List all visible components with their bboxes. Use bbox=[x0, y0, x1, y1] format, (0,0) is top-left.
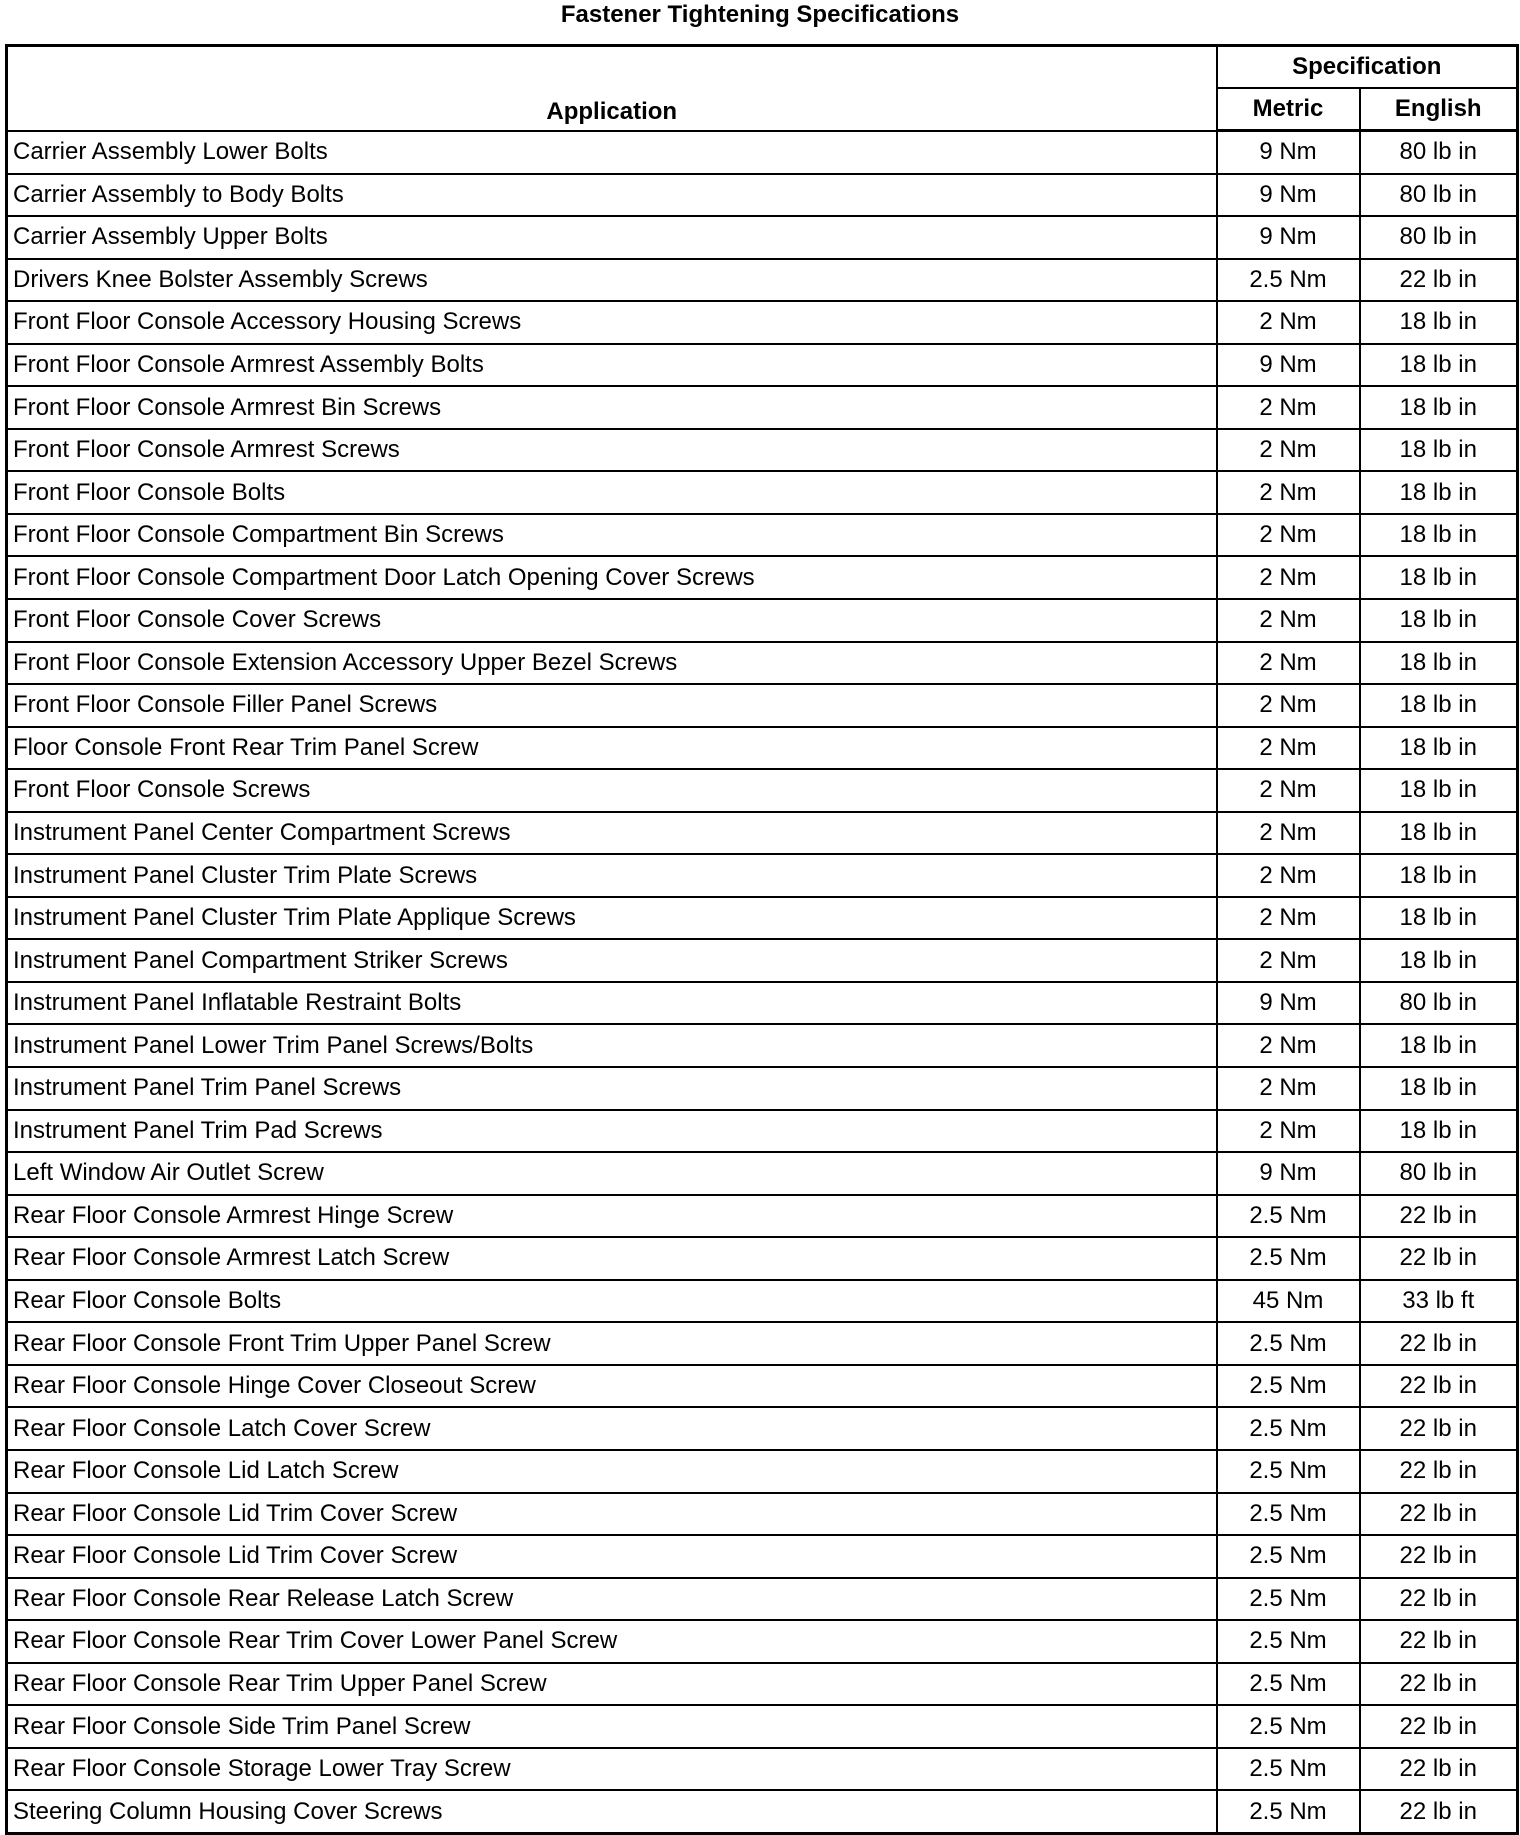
cell-application: Rear Floor Console Rear Trim Cover Lower Panel Screw bbox=[7, 1620, 1217, 1663]
cell-application: Front Floor Console Armrest Assembly Bolts bbox=[7, 344, 1217, 387]
cell-metric: 9 Nm bbox=[1217, 982, 1360, 1025]
cell-metric: 2.5 Nm bbox=[1217, 1748, 1360, 1791]
table-row bbox=[7, 429, 1518, 472]
cell-metric: 2 Nm bbox=[1217, 727, 1360, 770]
cell-application: Front Floor Console Bolts bbox=[7, 471, 1217, 514]
cell-metric: 2 Nm bbox=[1217, 514, 1360, 557]
cell-application: Carrier Assembly Upper Bolts bbox=[7, 216, 1217, 259]
cell-english: 18 lb in bbox=[1360, 897, 1518, 940]
cell-metric: 2 Nm bbox=[1217, 897, 1360, 940]
cell-english: 18 lb in bbox=[1360, 642, 1518, 685]
cell-application: Rear Floor Console Latch Cover Screw bbox=[7, 1407, 1217, 1450]
table-row bbox=[7, 174, 1518, 217]
table-row bbox=[7, 1790, 1518, 1833]
cell-application: Rear Floor Console Lid Latch Screw bbox=[7, 1450, 1217, 1493]
table-row bbox=[7, 471, 1518, 514]
cell-metric: 2 Nm bbox=[1217, 684, 1360, 727]
cell-english: 80 lb in bbox=[1360, 1152, 1518, 1195]
page-title: Fastener Tightening Specifications bbox=[560, 1, 960, 28]
cell-application: Front Floor Console Screws bbox=[7, 769, 1217, 812]
table-row bbox=[7, 386, 1518, 429]
cell-english: 18 lb in bbox=[1360, 1067, 1518, 1110]
cell-metric: 2.5 Nm bbox=[1217, 1535, 1360, 1578]
cell-metric: 2 Nm bbox=[1217, 854, 1360, 897]
cell-metric: 9 Nm bbox=[1217, 344, 1360, 387]
cell-application: Rear Floor Console Front Trim Upper Panel Screw bbox=[7, 1322, 1217, 1365]
cell-english: 18 lb in bbox=[1360, 301, 1518, 344]
table-row bbox=[7, 1152, 1518, 1195]
table-row bbox=[7, 1450, 1518, 1493]
column-header-application: Application bbox=[7, 46, 1217, 131]
cell-application: Instrument Panel Trim Panel Screws bbox=[7, 1067, 1217, 1110]
cell-application: Front Floor Console Filler Panel Screws bbox=[7, 684, 1217, 727]
table-row bbox=[7, 1493, 1518, 1536]
cell-english: 18 lb in bbox=[1360, 429, 1518, 472]
cell-english: 18 lb in bbox=[1360, 344, 1518, 387]
cell-metric: 2.5 Nm bbox=[1217, 1578, 1360, 1621]
cell-application: Rear Floor Console Storage Lower Tray Screw bbox=[7, 1748, 1217, 1791]
cell-application: Rear Floor Console Hinge Cover Closeout Screw bbox=[7, 1365, 1217, 1408]
table-row bbox=[7, 642, 1518, 685]
cell-application: Left Window Air Outlet Screw bbox=[7, 1152, 1217, 1195]
cell-english: 22 lb in bbox=[1360, 259, 1518, 302]
cell-application: Instrument Panel Center Compartment Screws bbox=[7, 812, 1217, 855]
table-row bbox=[7, 1663, 1518, 1706]
cell-metric: 2.5 Nm bbox=[1217, 1450, 1360, 1493]
cell-application: Rear Floor Console Bolts bbox=[7, 1280, 1217, 1323]
cell-english: 18 lb in bbox=[1360, 386, 1518, 429]
cell-english: 22 lb in bbox=[1360, 1705, 1518, 1748]
cell-metric: 2 Nm bbox=[1217, 301, 1360, 344]
cell-metric: 2 Nm bbox=[1217, 429, 1360, 472]
cell-english: 22 lb in bbox=[1360, 1365, 1518, 1408]
cell-english: 22 lb in bbox=[1360, 1195, 1518, 1238]
table-row bbox=[7, 854, 1518, 897]
cell-metric: 2.5 Nm bbox=[1217, 1237, 1360, 1280]
table-row bbox=[7, 1407, 1518, 1450]
cell-english: 22 lb in bbox=[1360, 1790, 1518, 1833]
cell-english: 18 lb in bbox=[1360, 769, 1518, 812]
cell-application: Rear Floor Console Armrest Hinge Screw bbox=[7, 1195, 1217, 1238]
cell-metric: 2.5 Nm bbox=[1217, 1705, 1360, 1748]
cell-application: Carrier Assembly Lower Bolts bbox=[7, 131, 1217, 174]
table-row bbox=[7, 1280, 1518, 1323]
cell-application: Rear Floor Console Side Trim Panel Screw bbox=[7, 1705, 1217, 1748]
cell-english: 18 lb in bbox=[1360, 1110, 1518, 1153]
cell-metric: 2.5 Nm bbox=[1217, 1790, 1360, 1833]
cell-application: Instrument Panel Compartment Striker Screws bbox=[7, 939, 1217, 982]
table-row bbox=[7, 684, 1518, 727]
table-row bbox=[7, 982, 1518, 1025]
cell-metric: 2.5 Nm bbox=[1217, 1407, 1360, 1450]
cell-english: 18 lb in bbox=[1360, 514, 1518, 557]
cell-metric: 2.5 Nm bbox=[1217, 1365, 1360, 1408]
cell-metric: 2 Nm bbox=[1217, 599, 1360, 642]
spec-table bbox=[5, 44, 1519, 1835]
cell-english: 80 lb in bbox=[1360, 982, 1518, 1025]
cell-application: Rear Floor Console Lid Trim Cover Screw bbox=[7, 1493, 1217, 1536]
cell-metric: 9 Nm bbox=[1217, 1152, 1360, 1195]
cell-metric: 2.5 Nm bbox=[1217, 1663, 1360, 1706]
cell-metric: 2 Nm bbox=[1217, 1067, 1360, 1110]
table-row bbox=[7, 897, 1518, 940]
cell-metric: 2 Nm bbox=[1217, 769, 1360, 812]
table-row bbox=[7, 344, 1518, 387]
cell-application: Front Floor Console Compartment Door Latch Opening Cover Screws bbox=[7, 556, 1217, 599]
cell-application: Instrument Panel Inflatable Restraint Bolts bbox=[7, 982, 1217, 1025]
cell-english: 22 lb in bbox=[1360, 1493, 1518, 1536]
cell-english: 18 lb in bbox=[1360, 471, 1518, 514]
cell-english: 33 lb ft bbox=[1360, 1280, 1518, 1323]
cell-english: 22 lb in bbox=[1360, 1620, 1518, 1663]
cell-metric: 2 Nm bbox=[1217, 471, 1360, 514]
cell-metric: 2.5 Nm bbox=[1217, 259, 1360, 302]
cell-application: Rear Floor Console Armrest Latch Screw bbox=[7, 1237, 1217, 1280]
cell-application: Steering Column Housing Cover Screws bbox=[7, 1790, 1217, 1833]
table-row bbox=[7, 939, 1518, 982]
cell-english: 18 lb in bbox=[1360, 684, 1518, 727]
cell-english: 18 lb in bbox=[1360, 854, 1518, 897]
table-row bbox=[7, 1322, 1518, 1365]
cell-english: 22 lb in bbox=[1360, 1407, 1518, 1450]
cell-application: Carrier Assembly to Body Bolts bbox=[7, 174, 1217, 217]
table-row bbox=[7, 1578, 1518, 1621]
cell-english: 22 lb in bbox=[1360, 1322, 1518, 1365]
table-row bbox=[7, 1237, 1518, 1280]
table-row bbox=[7, 1620, 1518, 1663]
cell-application: Front Floor Console Compartment Bin Screws bbox=[7, 514, 1217, 557]
cell-metric: 2.5 Nm bbox=[1217, 1620, 1360, 1663]
column-header-metric: Metric bbox=[1217, 88, 1360, 131]
cell-metric: 45 Nm bbox=[1217, 1280, 1360, 1323]
cell-metric: 9 Nm bbox=[1217, 131, 1360, 174]
cell-application: Front Floor Console Armrest Bin Screws bbox=[7, 386, 1217, 429]
cell-application: Front Floor Console Extension Accessory Upper Bezel Screws bbox=[7, 642, 1217, 685]
table-header bbox=[7, 46, 1518, 131]
cell-application: Front Floor Console Cover Screws bbox=[7, 599, 1217, 642]
table-row bbox=[7, 1024, 1518, 1067]
cell-metric: 2 Nm bbox=[1217, 939, 1360, 982]
table-row bbox=[7, 1705, 1518, 1748]
table-row bbox=[7, 769, 1518, 812]
cell-application: Rear Floor Console Lid Trim Cover Screw bbox=[7, 1535, 1217, 1578]
cell-english: 22 lb in bbox=[1360, 1450, 1518, 1493]
table-row bbox=[7, 727, 1518, 770]
table-row bbox=[7, 812, 1518, 855]
cell-metric: 2 Nm bbox=[1217, 1110, 1360, 1153]
table-row bbox=[7, 1110, 1518, 1153]
cell-metric: 2 Nm bbox=[1217, 1024, 1360, 1067]
column-header-english: English bbox=[1360, 88, 1518, 131]
cell-english: 80 lb in bbox=[1360, 131, 1518, 174]
cell-english: 80 lb in bbox=[1360, 216, 1518, 259]
table-row bbox=[7, 259, 1518, 302]
cell-english: 18 lb in bbox=[1360, 939, 1518, 982]
cell-application: Instrument Panel Cluster Trim Plate Screws bbox=[7, 854, 1217, 897]
table-row bbox=[7, 216, 1518, 259]
cell-metric: 2.5 Nm bbox=[1217, 1195, 1360, 1238]
cell-application: Front Floor Console Armrest Screws bbox=[7, 429, 1217, 472]
table-row bbox=[7, 1195, 1518, 1238]
cell-english: 22 lb in bbox=[1360, 1237, 1518, 1280]
cell-application: Rear Floor Console Rear Release Latch Screw bbox=[7, 1578, 1217, 1621]
cell-application: Front Floor Console Accessory Housing Screws bbox=[7, 301, 1217, 344]
cell-metric: 9 Nm bbox=[1217, 216, 1360, 259]
table-row bbox=[7, 131, 1518, 174]
cell-metric: 2.5 Nm bbox=[1217, 1322, 1360, 1365]
cell-application: Floor Console Front Rear Trim Panel Screw bbox=[7, 727, 1217, 770]
cell-english: 18 lb in bbox=[1360, 556, 1518, 599]
cell-metric: 2 Nm bbox=[1217, 556, 1360, 599]
cell-application: Instrument Panel Cluster Trim Plate Applique Screws bbox=[7, 897, 1217, 940]
cell-english: 18 lb in bbox=[1360, 599, 1518, 642]
column-header-specification: Specification bbox=[1217, 46, 1518, 89]
table-row bbox=[7, 1365, 1518, 1408]
cell-english: 22 lb in bbox=[1360, 1578, 1518, 1621]
table-row bbox=[7, 1748, 1518, 1791]
cell-metric: 9 Nm bbox=[1217, 174, 1360, 217]
table-row bbox=[7, 1535, 1518, 1578]
table-row bbox=[7, 599, 1518, 642]
table-row bbox=[7, 301, 1518, 344]
cell-metric: 2 Nm bbox=[1217, 386, 1360, 429]
cell-english: 22 lb in bbox=[1360, 1535, 1518, 1578]
cell-application: Instrument Panel Lower Trim Panel Screws/Bolts bbox=[7, 1024, 1217, 1067]
cell-english: 18 lb in bbox=[1360, 812, 1518, 855]
table-row bbox=[7, 514, 1518, 557]
cell-english: 22 lb in bbox=[1360, 1748, 1518, 1791]
cell-metric: 2 Nm bbox=[1217, 812, 1360, 855]
table-row bbox=[7, 1067, 1518, 1110]
cell-application: Instrument Panel Trim Pad Screws bbox=[7, 1110, 1217, 1153]
cell-english: 22 lb in bbox=[1360, 1663, 1518, 1706]
table-body bbox=[7, 131, 1518, 1834]
cell-metric: 2 Nm bbox=[1217, 642, 1360, 685]
cell-metric: 2.5 Nm bbox=[1217, 1493, 1360, 1536]
table-row bbox=[7, 556, 1518, 599]
cell-english: 18 lb in bbox=[1360, 727, 1518, 770]
cell-english: 18 lb in bbox=[1360, 1024, 1518, 1067]
cell-application: Drivers Knee Bolster Assembly Screws bbox=[7, 259, 1217, 302]
cell-english: 80 lb in bbox=[1360, 174, 1518, 217]
cell-application: Rear Floor Console Rear Trim Upper Panel Screw bbox=[7, 1663, 1217, 1706]
